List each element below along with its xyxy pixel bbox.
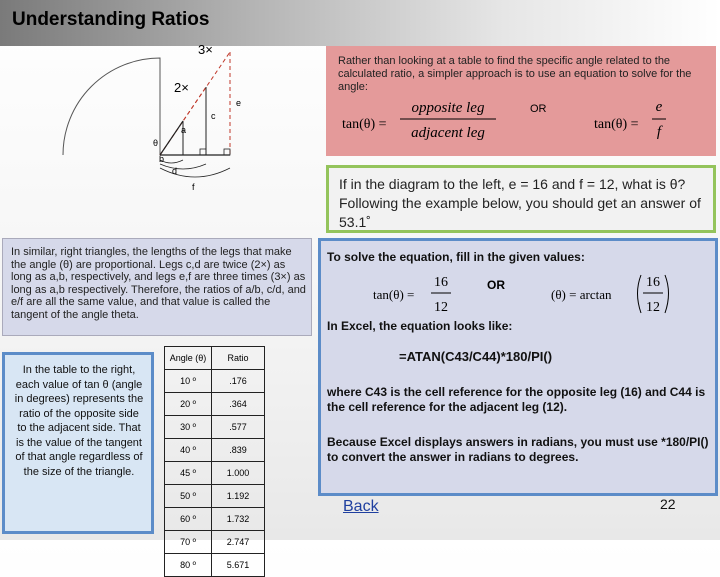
solve-eq-right-numerator: 16 [646,275,660,290]
eq1-denominator: adjacent leg [411,125,485,141]
label-3x: 3× [198,42,213,57]
eq1-lhs: tan(θ) = [342,117,387,132]
brace-f [160,168,230,177]
eq1-numerator: opposite leg [411,100,485,116]
tangent-equations [332,94,712,154]
angle-cell: 30 º [165,416,212,439]
angle-cell: 70 º [165,531,212,554]
ratio-cell: 1.000 [212,462,265,485]
label-theta: θ [153,138,159,148]
brace-d [160,164,206,169]
triangle-diagram [0,40,320,240]
excel-label: In Excel, the equation looks like: [327,319,513,333]
table-row [165,416,265,439]
label-b: b [159,154,165,164]
table-row [165,485,265,508]
table-row [165,508,265,531]
solve-equations [361,271,711,321]
excel-formula: =ATAN(C43/C44)*180/PI() [399,349,553,364]
question-text: If in the diagram to the left, e = 16 and f = 12, what is θ? Following the example below, you should get an answer of 53.1˚ [339,176,701,230]
solve-or: OR [487,278,505,292]
header-ratio: Ratio [212,347,265,370]
hypotenuse-1x [160,121,183,155]
solve-eq-right-lhs: (θ) = arctan [551,287,612,302]
angle-cell: 45 º [165,462,212,485]
table-row [165,393,265,416]
table-note-text: In the table to the right, each value of tan θ (angle in degrees) represents the ratio of the opposite side to the adjacent side. That is the value of the tangent of that angle regardless of the size of the triangle. [14,364,144,478]
table-note-box [2,352,154,534]
header-angle: Angle (θ) [165,347,212,370]
angle-cell: 80 º [165,554,212,577]
angle-cell: 50 º [165,485,212,508]
eq2-denominator: f [656,124,662,140]
solve-eq-right-denominator: 12 [646,300,660,315]
angle-cell: 20 º [165,393,212,416]
solve-eq-left-numerator: 16 [434,275,448,290]
right-angle-mark [200,149,206,155]
similar-triangles-text: In similar, right triangles, the lengths of the legs that make the angle (θ) are proportional. Legs c,d are twice (2×) as long as a,b, respectively, and legs e,f are three times (3×) as long as a,b respectively. Therefore, the ratios of a/b, c/d, and e/f are all the same value, and that value is called the tangent of the angle theta. [11,246,306,321]
table-row [165,439,265,462]
eq2-numerator: e [655,99,663,115]
back-link[interactable]: Back [343,498,379,515]
label-c: c [211,111,216,121]
ratio-cell: .577 [212,416,265,439]
page-number: 22 [660,496,676,512]
left-paren [638,275,642,313]
similar-triangles-box [2,238,312,336]
equation-intro-box [326,46,716,156]
label-d: d [172,166,178,176]
ratio-cell: 5.671 [212,554,265,577]
label-e: e [236,98,242,108]
ratio-cell: .839 [212,439,265,462]
tangent-table [164,346,265,577]
table-row [165,370,265,393]
radians-explanation: Because Excel displays answers in radians, you must use *180/PI() to convert the answer in radians to degrees. [327,435,709,464]
label-f: f [192,182,195,192]
right-paren [665,275,669,313]
angle-cell: 10 º [165,370,212,393]
label-2x: 2× [174,80,189,95]
solve-eq-left-lhs: tan(θ) = [373,287,415,302]
eq-or: OR [530,103,547,115]
solve-heading: To solve the equation, fill in the given values: [327,250,585,264]
angle-cell: 40 º [165,439,212,462]
question-box [326,165,716,233]
page-title: Understanding Ratios [12,9,210,30]
ratio-cell: 1.192 [212,485,265,508]
ratio-cell: .176 [212,370,265,393]
intro-text: Rather than looking at a table to find the specific angle related to the calculated ratio, a simpler approach is to use an equation to solve for the angle: [338,55,692,93]
table-row [165,462,265,485]
ratio-cell: .364 [212,393,265,416]
circle-arc [63,58,160,155]
angle-cell: 60 º [165,508,212,531]
solve-box [318,238,718,496]
formula-explanation: where C43 is the cell reference for the opposite leg (16) and C44 is the cell reference for the adjacent leg (12). [327,385,706,414]
solve-eq-left-denominator: 12 [434,300,448,315]
ratio-cell: 2.747 [212,531,265,554]
right-angle-mark [224,149,230,155]
eq2-lhs: tan(θ) = [594,117,639,132]
label-a: a [181,125,187,135]
table-header-row [165,347,265,370]
table-row [165,531,265,554]
table-row [165,554,265,577]
ratio-cell: 1.732 [212,508,265,531]
